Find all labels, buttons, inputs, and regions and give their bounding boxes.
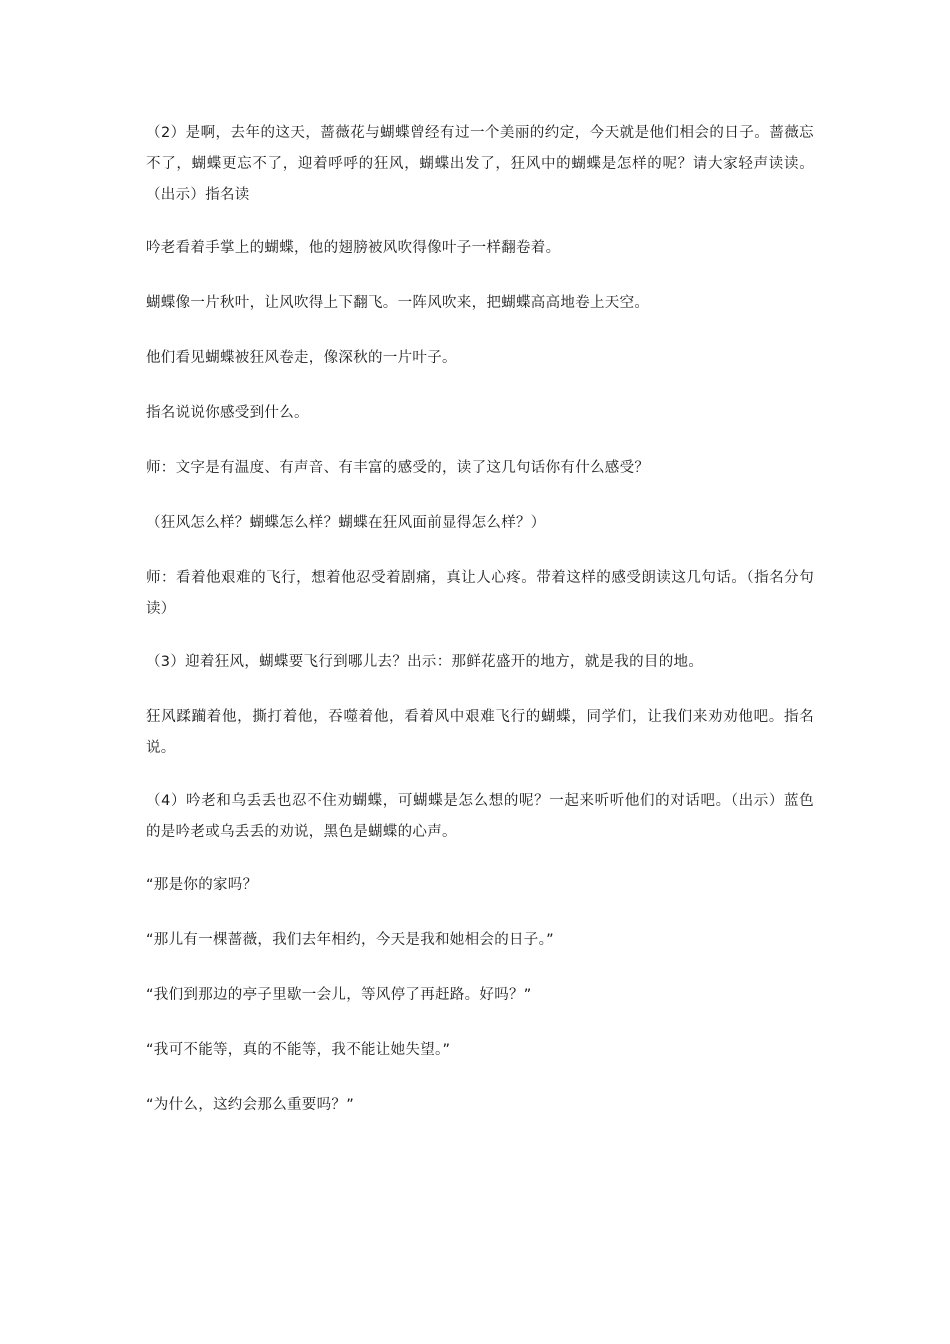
paragraph-quote-3: 他们看见蝴蝶被狂风卷走，像深秋的一片叶子。 — [146, 350, 457, 366]
dialogue-line: “为什么，这约会那么重要吗？” — [146, 1097, 355, 1113]
document-page — [146, 118, 814, 1145]
paragraph-prompt: 指名说说你感受到什么。 — [146, 405, 309, 421]
paragraph-teacher-question: 师：文字是有温度、有声音、有丰富的感受的，读了这几句话你有什么感受？ — [146, 460, 650, 476]
dialogue-line: “那是你的家吗？ — [146, 877, 258, 893]
paragraph-hint: （狂风怎么样？蝴蝶怎么样？蝴蝶在狂风面前显得怎么样？） — [146, 515, 546, 531]
paragraph-butterfly-journey: （2）是啊，去年的这天，蔷薇花与蝴蝶曾经有过一个美丽的约定，今天就是他们相会的日子。蔷薇忘不了，蝴蝶更忘不了，迎着呼呼的狂风，蝴蝶出发了，狂风中的蝴蝶是怎样的呢？请大家轻声读读。（出示）指名读 — [146, 125, 814, 203]
paragraph-teacher-reading: 师：看着他艰难的飞行，想着他忍受着剧痛，真让人心疼。带着这样的感受朗读这几句话。（指名分句读） — [146, 570, 814, 617]
paragraph-quote-2: 蝴蝶像一片秋叶，让风吹得上下翻飞。一阵风吹来，把蝴蝶高高地卷上天空。 — [146, 295, 650, 311]
paragraph-dialogue-intro: （4）吟老和乌丢丢也忍不住劝蝴蝶，可蝴蝶是怎么想的呢？一起来听听他们的对话吧。（出示）蓝色的是吟老或乌丢丢的劝说，黑色是蝴蝶的心声。 — [146, 793, 814, 840]
dialogue-line: “那儿有一棵蔷薇，我们去年相约，今天是我和她相会的日子。” — [146, 932, 554, 948]
dialogue-line: “我们到那边的亭子里歇一会儿，等风停了再赶路。好吗？” — [146, 987, 532, 1003]
paragraph-persuade: 狂风蹂躏着他，撕打着他，吞噬着他，看着风中艰难飞行的蝴蝶，同学们，让我们来劝劝他吧。指名说。 — [146, 709, 814, 756]
dialogue-line: “我可不能等，真的不能等，我不能让她失望。” — [146, 1042, 451, 1058]
paragraph-destination: （3）迎着狂风，蝴蝶要飞行到哪儿去？出示：那鲜花盛开的地方，就是我的目的地。 — [146, 654, 704, 670]
paragraph-quote-1: 吟老看着手掌上的蝴蝶，他的翅膀被风吹得像叶子一样翻卷着。 — [146, 240, 561, 256]
